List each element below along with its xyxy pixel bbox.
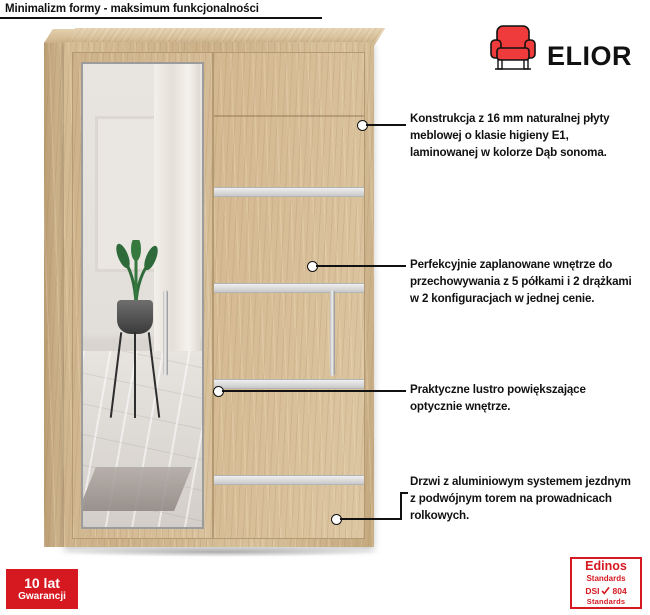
edinos-standards: Standards [586, 573, 626, 583]
edinos-dsi-code [585, 586, 626, 597]
warranty-label: Gwarancji [18, 591, 66, 603]
sliding-door-left [72, 52, 213, 539]
brand-logo [485, 20, 632, 76]
plant-stand-reflection [113, 332, 157, 418]
callout-text-doors: Drzwi z aluminiowym systemem jezdnym z podwójnym torem na prowadnicach rolkowych. [410, 475, 631, 522]
sliding-door-right [213, 52, 365, 539]
callout-leader-doors-v [400, 492, 402, 519]
callout-text-construction: Konstrukcja z 16 mm naturalnej płyty meblowej o klasie higieny E1, laminowanej w kolorze Dąb sonoma. [410, 112, 610, 159]
edinos-standards-label: Standards [586, 596, 626, 606]
callout-dot-doors [331, 514, 342, 525]
page-title: Minimalizm formy - maksimum funkcjonalności [0, 0, 322, 19]
callout-text-interior: Perfekcyjnie zaplanowane wnętrze do przechowywania z 5 półkami i 2 drążkami w 2 konfiguracjach w jednej cenie. [410, 258, 632, 305]
callout-leader-construction [366, 124, 406, 126]
armchair-icon [485, 20, 541, 76]
door-handle-left [163, 290, 168, 376]
check-icon [601, 586, 610, 597]
edinos-badge [570, 557, 642, 609]
mirror-panel [81, 62, 204, 529]
edinos-name: Edinos [585, 559, 627, 574]
plant-reflection-icon [105, 240, 167, 306]
callout-dot-interior [307, 261, 318, 272]
callout-leader-mirror [222, 390, 406, 392]
callout-text-mirror: Praktyczne lustro powiększające optycznie wnętrze. [410, 383, 586, 413]
warranty-badge [6, 569, 78, 609]
edinos-code: 804 [612, 586, 627, 597]
warranty-years: 10 lat [24, 574, 60, 591]
edinos-dsi-label: DSI [585, 586, 600, 597]
door-handle-right [330, 290, 335, 376]
callout-leader-interior [316, 265, 406, 267]
product-shadow [56, 547, 386, 557]
callout-leader-doors-h [340, 518, 402, 520]
product-image [36, 28, 388, 556]
brand-name: ELIOR [546, 41, 632, 71]
callout-dot-construction [357, 120, 368, 131]
callout-dot-mirror [213, 386, 224, 397]
callout-leader-doors-top [400, 492, 408, 494]
